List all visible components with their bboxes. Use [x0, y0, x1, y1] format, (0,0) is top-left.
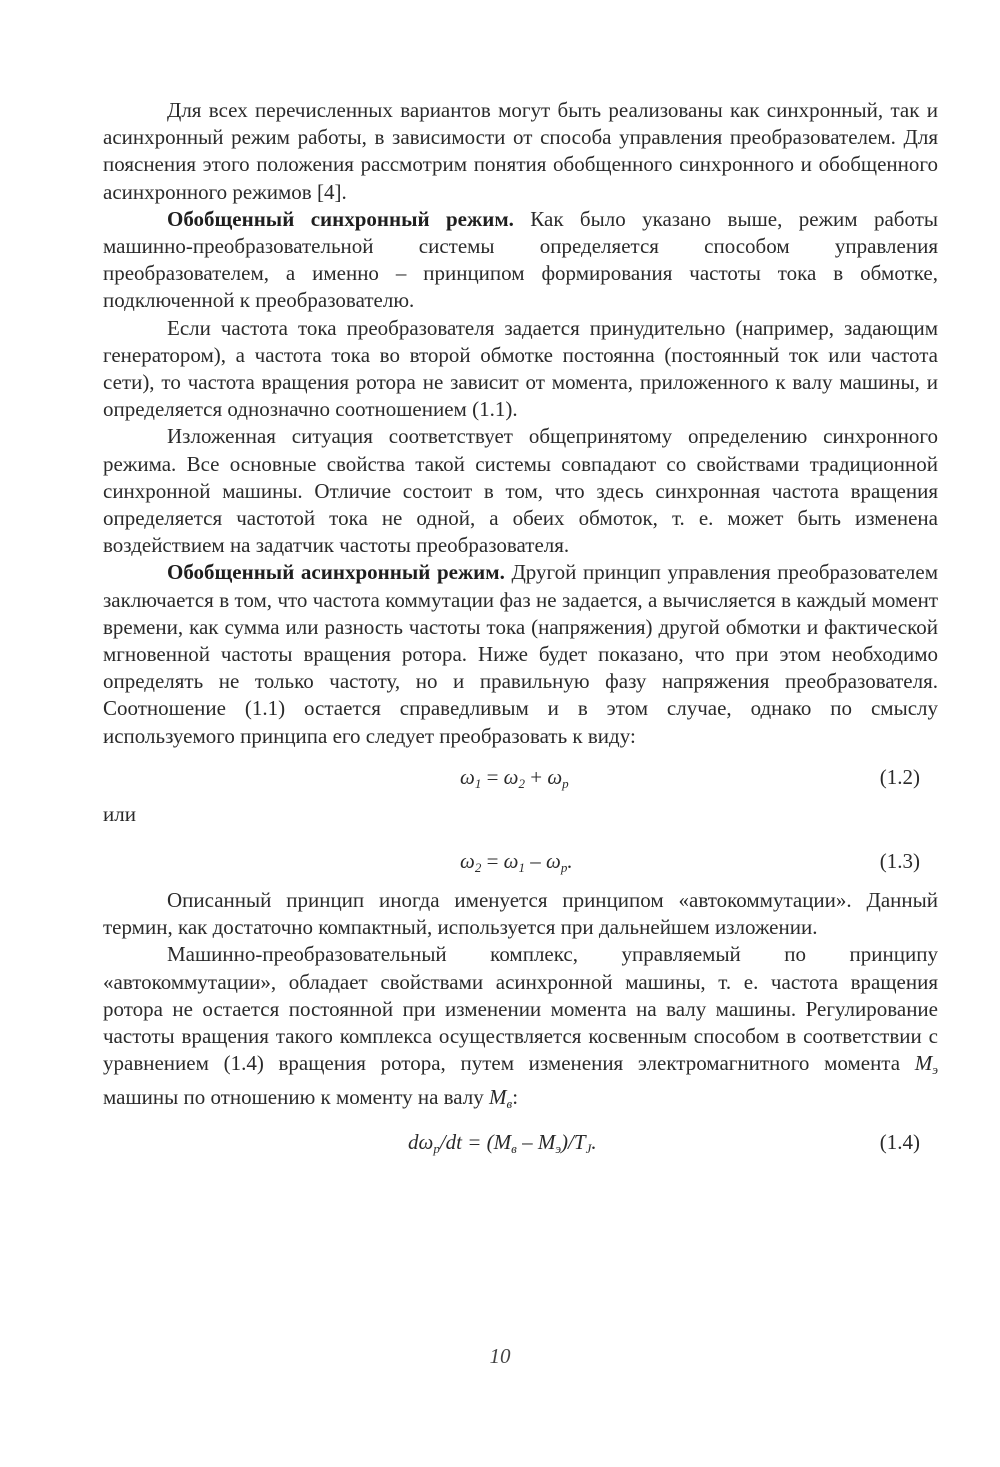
paragraph-2 [103, 206, 938, 315]
paragraph-6: Описанный принцип иногда именуется принципом «автокоммутации». Данный термин, как достаточно компактный, используется при дальнейшем изложении. [103, 888, 938, 940]
formula-1-3-number: (1.3) [879, 849, 920, 874]
formula-1-3-expression: $\omega_2 = \omega_1 - \omega_р$. [460, 849, 573, 876]
heading-synchronous-mode: Обобщенный синхронный режим. [167, 206, 514, 231]
symbol-shaft-torque: $M_в$ [489, 1084, 513, 1111]
formula-1-4 [103, 1129, 938, 1156]
page-number: 10 [489, 1344, 511, 1368]
formula-1-4-number: (1.4) [879, 1129, 920, 1154]
formula-1-2-expression: $\omega_1 = \omega_2 + \omega_р$ [460, 764, 569, 791]
formula-1-3 [103, 848, 938, 875]
paragraph-7: Машинно-преобразовательный комплекс, управляемый по принципу «автокоммутации», обладает свойствами асинхронной машины, т. е. частота вращения ротора не остается постоянной при изменении момента на валу машины. Регулирование частоты вращения такого комплекса осуществляется косвенным способом в соответствии с уравнением (1.4) вращения ротора, путем изменения электромагнитного момента $M_э$ машины по отношению к моменту на валу $M_в$: [103, 942, 938, 1111]
formula-1-4-expression: $d\omega_р/dt = (M_в - M_э)/T_J$. [408, 1129, 597, 1156]
symbol-electromagnetic-torque: $M_э$ [914, 1051, 938, 1078]
paragraph-5-text: Другой принцип управления преобразователем заключается в том, что частота коммутации фаз не задается, а вычисляется в каждый момент времени, как сумма или разность частоты тока (напряжения) другой обмотки и фактической мгновенной частоты вращения ротора. Ниже будет показано, что при этом необходимо определять не только частоту, но и правильную фазу напряжения преобразователя. Соотношение (1.1) остается справедливым и в этом случае, однако по смыслу используемого принципа его следует преобразовать к виду: [103, 560, 938, 748]
paragraph-1: Для всех перечисленных вариантов могут быть реализованы как синхронный, так и асинхронный режим работы, в зависимости от способа управления преобразователем. Для пояснения этого положения рассмотрим понятия обобщенного синхронного и обобщенного асинхронного режимов [4]. [103, 98, 938, 204]
formula-1-2 [103, 764, 938, 791]
page-body [103, 97, 938, 1156]
or-word: или [103, 801, 136, 826]
heading-asynchronous-mode: Обобщенный асинхронный режим. [167, 560, 505, 585]
formula-1-2-number: (1.2) [879, 764, 920, 789]
paragraph-4: Изложенная ситуация соответствует общепринятому определению синхронного режима. Все основные свойства такой системы совпадают со свойствами традиционной синхронной машины. Отличие состоит в том, что здесь синхронная частота вращения определяется частотой тока не одной, а обеих обмоток, т. е. может быть изменена воздействием на задатчик частоты преобразователя. [103, 424, 938, 558]
paragraph-3: Если частота тока преобразователя задается принудительно (например, задающим генератором), а частота тока во второй обмотке постоянна (постоянный ток или частота сети), то частота вращения ротора не зависит от момента, приложенного к валу машины, и определяется однозначно соотношением (1.1). [103, 315, 938, 422]
paragraph-5 [103, 559, 938, 749]
paragraph-2-text: Как было указано выше, режим работы машинно-преобразовательной системы определяется способом управления преобразователем, а именно – принципом формирования частоты тока в обмотке, подключенной к преобразователю. [103, 206, 938, 313]
